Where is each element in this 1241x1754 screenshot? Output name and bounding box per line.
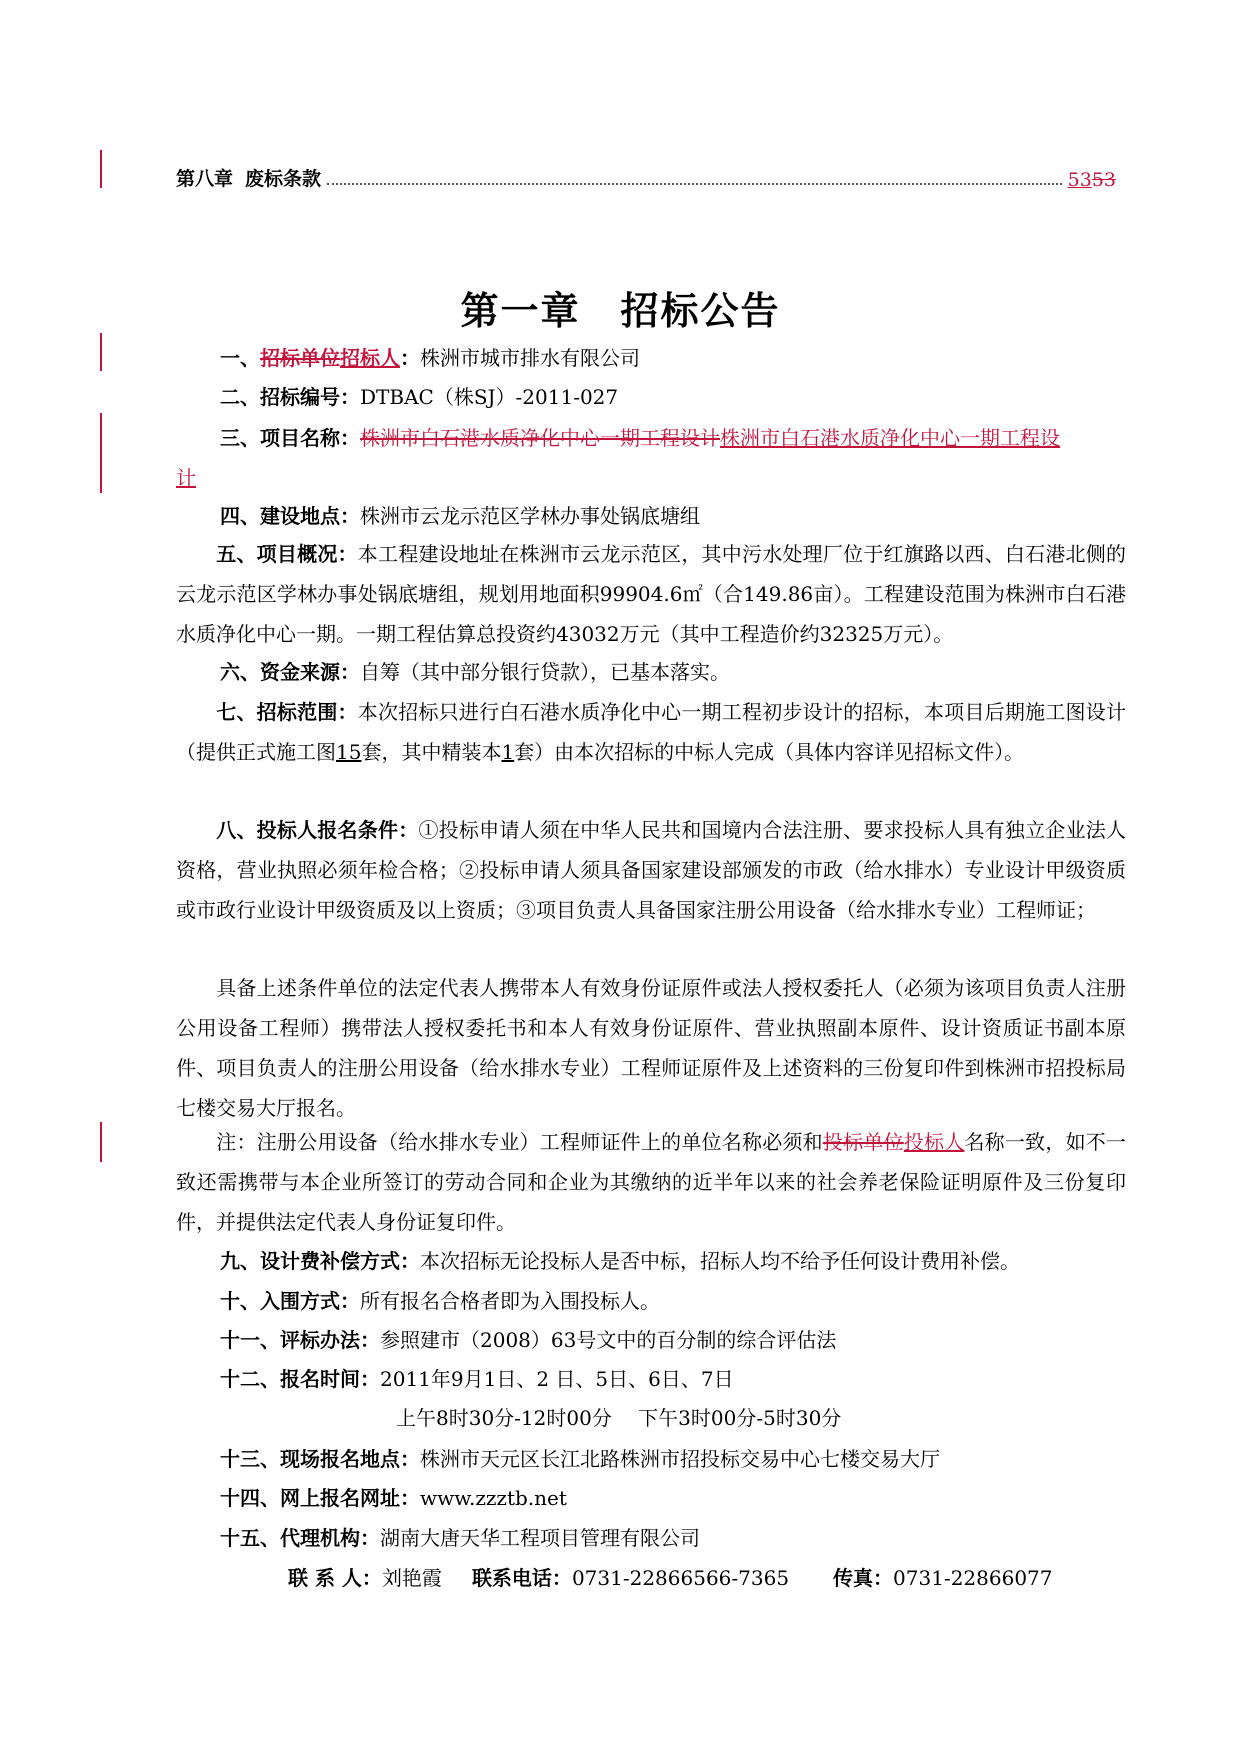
website-link[interactable]: www.zzztb.net <box>420 1486 567 1510</box>
inserted-text: 株洲市白石港水质净化中心一期工程设 <box>720 426 1060 450</box>
section-12-hours: 上午8时30分-12时00分 下午3时00分-5时30分 <box>396 1406 842 1430</box>
section-13: 十三、现场报名地点：株洲市天元区长江北路株洲市招投标交易中心七楼交易大厅 <box>220 1447 940 1471</box>
section-6: 六、资金来源：自筹（其中部分银行贷款），已基本落实。 <box>220 660 730 684</box>
tender-number: DTBAC（株SJ）-2011-027 <box>360 385 619 409</box>
contact-line: 联 系 人：刘艳霞 联系电话：0731-22866566-7365 传真：0731-22866077 <box>288 1566 1053 1590</box>
page-title <box>0 280 1241 335</box>
toc-title: 废标条款 <box>245 168 322 190</box>
toc-chapter: 第八章 <box>176 168 234 190</box>
change-bar <box>100 333 102 371</box>
toc-entry[interactable] <box>176 161 1116 191</box>
inserted-text: 投标人 <box>903 1130 965 1154</box>
deleted-text: 株洲市白石港水质净化中心一期工程设计 <box>360 426 720 450</box>
section-3-cont <box>176 464 196 492</box>
section-14: 十四、网上报名网址：www.zzztb.net <box>220 1486 567 1510</box>
registration-paragraph: 具备上述条件单位的法定代表人携带本人有效身份证原件或法人授权委托人（必须为该项目负责人注册公用设备工程师）携带法人授权委托书和本人有效身份证原件、营业执照副本原件、设计资质证书副本原件、项目负责人的注册公用设备（给水排水专业）工程师证原件及上述资料的三份复印件到株洲市招投标局七楼交易大厅报名。 <box>176 976 1126 1120</box>
section-8: 八、投标人报名条件：①投标申请人须在中华人民共和国境内合法注册、要求投标人具有独立企业法人资格，营业执照必须年检合格；②投标申请人须具备国家建设部颁发的市政（给水排水）专业设计甲级资质或市政行业设计甲级资质及以上资质；③项目负责人具备国家注册公用设备（给水排水专业）工程师证； <box>176 818 1127 922</box>
section-10: 十、入围方式：所有报名合格者即为入围投标人。 <box>220 1289 660 1313</box>
section-4: 四、建设地点：株洲市云龙示范区学林办事处锅底塘组 <box>220 504 700 528</box>
section-3: 三、项目名称：株洲市白石港水质净化中心一期工程设计株洲市白石港水质净化中心一期工程设 <box>220 426 1060 450</box>
change-bar <box>100 150 102 188</box>
section-11: 十一、评标办法：参照建市（2008）63号文中的百分制的综合评估法 <box>220 1328 837 1352</box>
tenderer-value: 株洲市城市排水有限公司 <box>420 346 640 370</box>
change-bar <box>100 1122 102 1162</box>
title-chapter: 第一章 <box>460 288 581 333</box>
toc-page-deleted: 53 <box>1091 169 1116 191</box>
section-15: 十五、代理机构：湖南大唐天华工程项目管理有限公司 <box>220 1526 700 1550</box>
title-name: 招标公告 <box>620 288 781 333</box>
toc-page-inserted: 53 <box>1067 169 1092 191</box>
deleted-text: 招标单位 <box>260 346 340 370</box>
section-5: 五、项目概况：本工程建设地址在株洲市云龙示范区，其中污水处理厂位于红旗路以西、白石港北侧的云龙示范区学林办事处锅底塘组，规划用地面积99904.6㎡（合149.86亩）。工程建设范围为株洲市白石港水质净化中心一期。一期工程估算总投资约43032万元（其中工程造价约32325万元）。 <box>176 542 1127 646</box>
section-1: 一、招标单位招标人：株洲市城市排水有限公司 <box>220 346 640 370</box>
inserted-text: 计 <box>176 466 196 490</box>
change-bar <box>100 413 102 493</box>
inserted-text: 招标人 <box>340 346 400 370</box>
section-7: 七、招标范围：本次招标只进行白石港水质净化中心一期工程初步设计的招标，本项目后期施工图设计（提供正式施工图15套，其中精装本1套）由本次招标的中标人完成（具体内容详见招标文件）。 <box>176 700 1127 764</box>
section-2: 二、招标编号：DTBAC（株SJ）-2011-027 <box>220 385 619 409</box>
deleted-text: 投标单位 <box>822 1130 904 1154</box>
section-9: 九、设计费补偿方式：本次招标无论投标人是否中标，招标人均不给予任何设计费用补偿。 <box>220 1249 1020 1273</box>
note-paragraph: 注：注册公用设备（给水排水专业）工程师证件上的单位名称必须和投标单位投标人名称一致，如不一致还需携带与本企业所签订的劳动合同和企业为其缴纳的近半年以来的社会养老保险证明原件及三份复印件，并提供法定代表人身份证复印件。 <box>176 1130 1127 1234</box>
section-12: 十二、报名时间：2011年9月1日、2 日、5日、6日、7日 <box>220 1367 734 1391</box>
toc-leader <box>327 182 1062 185</box>
